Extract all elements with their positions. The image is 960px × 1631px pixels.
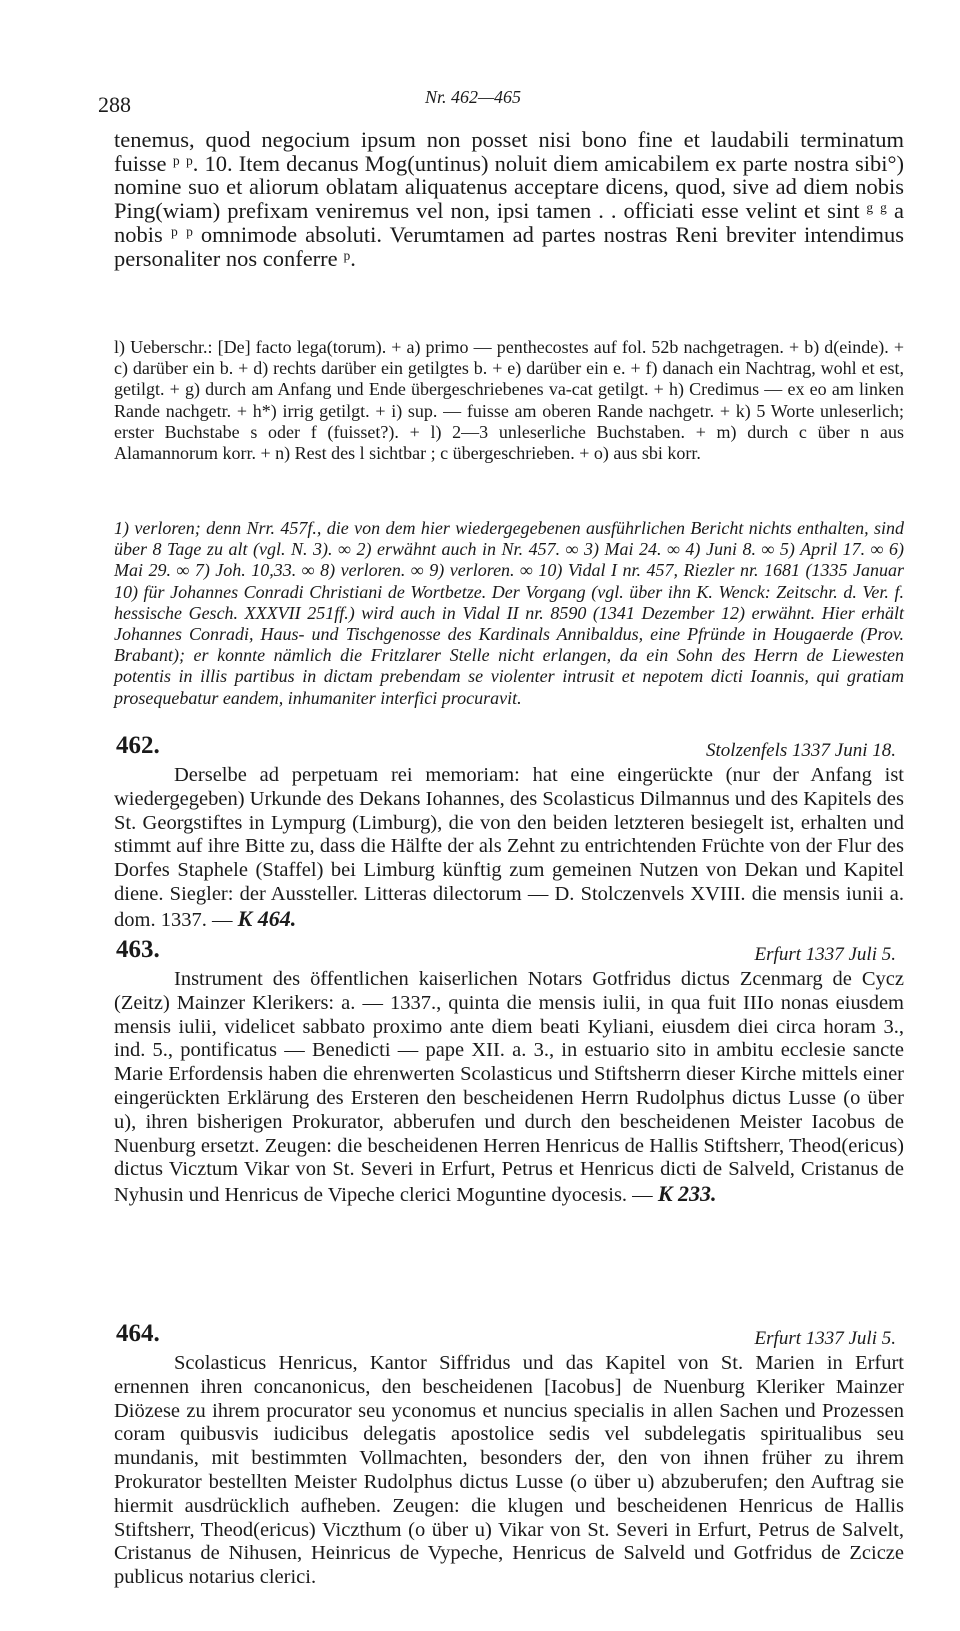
page-number: 288 [98,92,131,117]
entry-body-462: Derselbe ad perpetuam rei memoriam: hat eine eingerückte (nur der Anfang ist wiedergegeben) Urkunde des Dekans Iohannes, des Scolasticus Dilmannus und des Kapitels des St. Georgstiftes in Lympurg (Limburg), die von den beiden letzteren besiegelt ist, erhalten und stimmt auf ihre Bitte zu, dass die Hälfte der als Zehnt zu entrichtenden Früchte von der Flur des Dorfes Staphele (Staffel) bei Limburg künftig zum gemeinen Nutzen von Dekan und Kapitel diene. Siegler: der Aussteller. Litteras dilectorum — D. Stolczenvels XVIII. die mensis iunii a. dom. 1337. — [114,764,904,931]
entry-number-463: 463. [116,936,160,963]
entry-place-date-463: Erfurt 1337 Juli 5. [754,944,896,965]
footnotes-numbers: 1) verloren; denn Nrr. 457f., die von dem hier wiedergegebenen ausführlichen Bericht nichts enthalten, sind über 8 Tage zu alt (vgl. N. 3). ∞ 2) erwähnt auch in Nr. 457. ∞ 3) Mai 24. ∞ 4) Juni 8. ∞ 5) April 17. ∞ 6) Mai 29. ∞ 7) Joh. 10,33. ∞ 8) verloren. ∞ 9) verloren. ∞ 10) Vidal I nr. 457, Riezler nr. 1681 (1335 Januar 10) für Johannes Conradi Christiani de Wortbetze. Der Vorgang (vgl. über ihn K. Wenck: Zeitschr. d. Ver. f. hessische Gesch. XXXVII 251ff.) wird auch in Vidal II nr. 8590 (1341 Dezember 12) erwähnt. Hier erhält Johannes Conradi, Haus- und Tischgenosse des Kardinals Annibaldus, eine Pfründe in Hougaerde (Prov. Brabant); er konnte nämlich die Fritzlarer Stelle nicht erlangen, da ein Sohn des Herrn de Liewesten potentis in illis partibus in dictam prebendam se violenter intrusit et nepotem dicti Ioannis, qui gratiam prosequebatur eandem, inhumaniter interfici procuravit. [114,518,904,708]
entry-body-464: Scolasticus Henricus, Kantor Siffridus und das Kapitel von St. Marien in Erfurt ernennen ihren concanonicus, den bescheidenen [Iacobus] de Nuenburg Kleriker Mainzer Diözese zu ihrem procurator seu yconomus et nuncius specialis in allen Sachen und Prozessen coram quibusvis iudicibus delegatis apostolice sedis vel subdelegatis spiritualibus seu mundanis, mit bestimmten Vollmachten, besonders der, den von ihnen früher zu ihrem Prokurator bestellten Meister Rudolphus dictus Lusse (o über u) abzuberufen; den Auftrag sie hiermit ausdrücklich aufheben. Zeugen: die klugen und bescheidenen Henricus de Hallis Stiftsherr, Theod(ericus) Viczthum (o über u) Vikar von St. Severi in Erfurt, Petrus de Salvelt, Cristanus de Nihusen, Heinricus de Vypeche, Henricus de Salveld und Gotfridus de Zcicze publicus notarius clerici. [114,1352,904,1589]
running-title: Nr. 462—465 [425,87,522,107]
footnotes-letters: l) Ueberschr.: [De] facto lega(torum). + a) primo — penthecostes auf fol. 52b nachgetragen. + b) d(einde). + c) darüber ein b. + d) rechts darüber ein getilgtes b. + e) darüber ein e. + f) danach ein Nachtrag, wohl et est, getilgt. + g) durch am Anfang und Ende übergeschriebenes va-cat getilgt. + h) Credimus — ex eo am linken Rande nachgetr. + h*) irrig getilgt. + i) sup. — fuisse am oberen Rande nachgetr. + k) 5 Worte unleserlich; erster Buchstabe s oder f (fuisset?). + l) 2—3 unleserliche Buchstaben. + m) durch c über n aus Alamannorum korr. + n) Rest des l sichtbar ; c übergeschrieben. + o) aus sbi korr. [114,337,904,464]
entry-number-464: 464. [116,1320,160,1347]
entry-text-462 [114,764,904,933]
entry-place-date-464: Erfurt 1337 Juli 5. [754,1328,896,1349]
entry-signature-463: K 233. [657,1181,717,1207]
entry-text-464 [114,1352,904,1590]
entry-number-462: 462. [116,732,160,759]
continued-text: tenemus, quod negocium ipsum non posset nisi bono fine et laudabili terminatum fuisse ᵖ ᵖ. 10. Item decanus Mog(untinus) noluit diem amicabilem ex parte nostra sibi°) nomine suo et aliorum oblatam aliquatenus acceptare dicens, quod, sive ad diem nobis Ping(wiam) prefixam veniremus vel non, ipsi tamen . . officiati esse velint et sint ᵍ ᵍ a nobis ᵖ ᵖ omnimode absoluti. Verumtamen ad partes nostras Reni breviter intendimus personaliter nos conferre ᵖ. [114,127,904,271]
entry-body-463: Instrument des öffentlichen kaiserlichen Notars Gotfridus dictus Zcenmarg de Cycz (Zeitz) Mainzer Klerikers: a. — 1337., quinta die mensis iulii, in qua fuit IIIo nonas eiusdem mensis iulii, videlicet sabbato proximo ante diem beati Kyliani, eiusdem diei circa horam 3., ind. 5., pontificatus — Benedicti — pape XII. a. 3., in estuario sito in ambitu ecclesie sancte Marie Erfordensis haben die ehrenwerten Scolasticus und Stiftsherrn dieser Kirche mittels einer eingerückten Erklärung des Ersteren den bescheidenen Herrn Rudolphus dictus Lusse (o über u), ihren bisherigen Prokurator, abberufen und durch den bescheidenen Meister Iacobus de Nuenburg ersetzt. Zeugen: die bescheidenen Herren Henricus de Hallis Stiftsherr, Theod(ericus) dictus Vicztum Vikar von St. Severi in Erfurt, Petrus et Henricus dicti de Salveld, Cristanus de Nyhusin und Henricus de Vipeche clerici Moguntine dyocesis. — [114,968,904,1207]
entry-place-date-462: Stolzenfels 1337 Juni 18. [706,740,896,761]
entry-text-463 [114,968,904,1208]
entry-signature-462: K 464. [237,905,297,931]
